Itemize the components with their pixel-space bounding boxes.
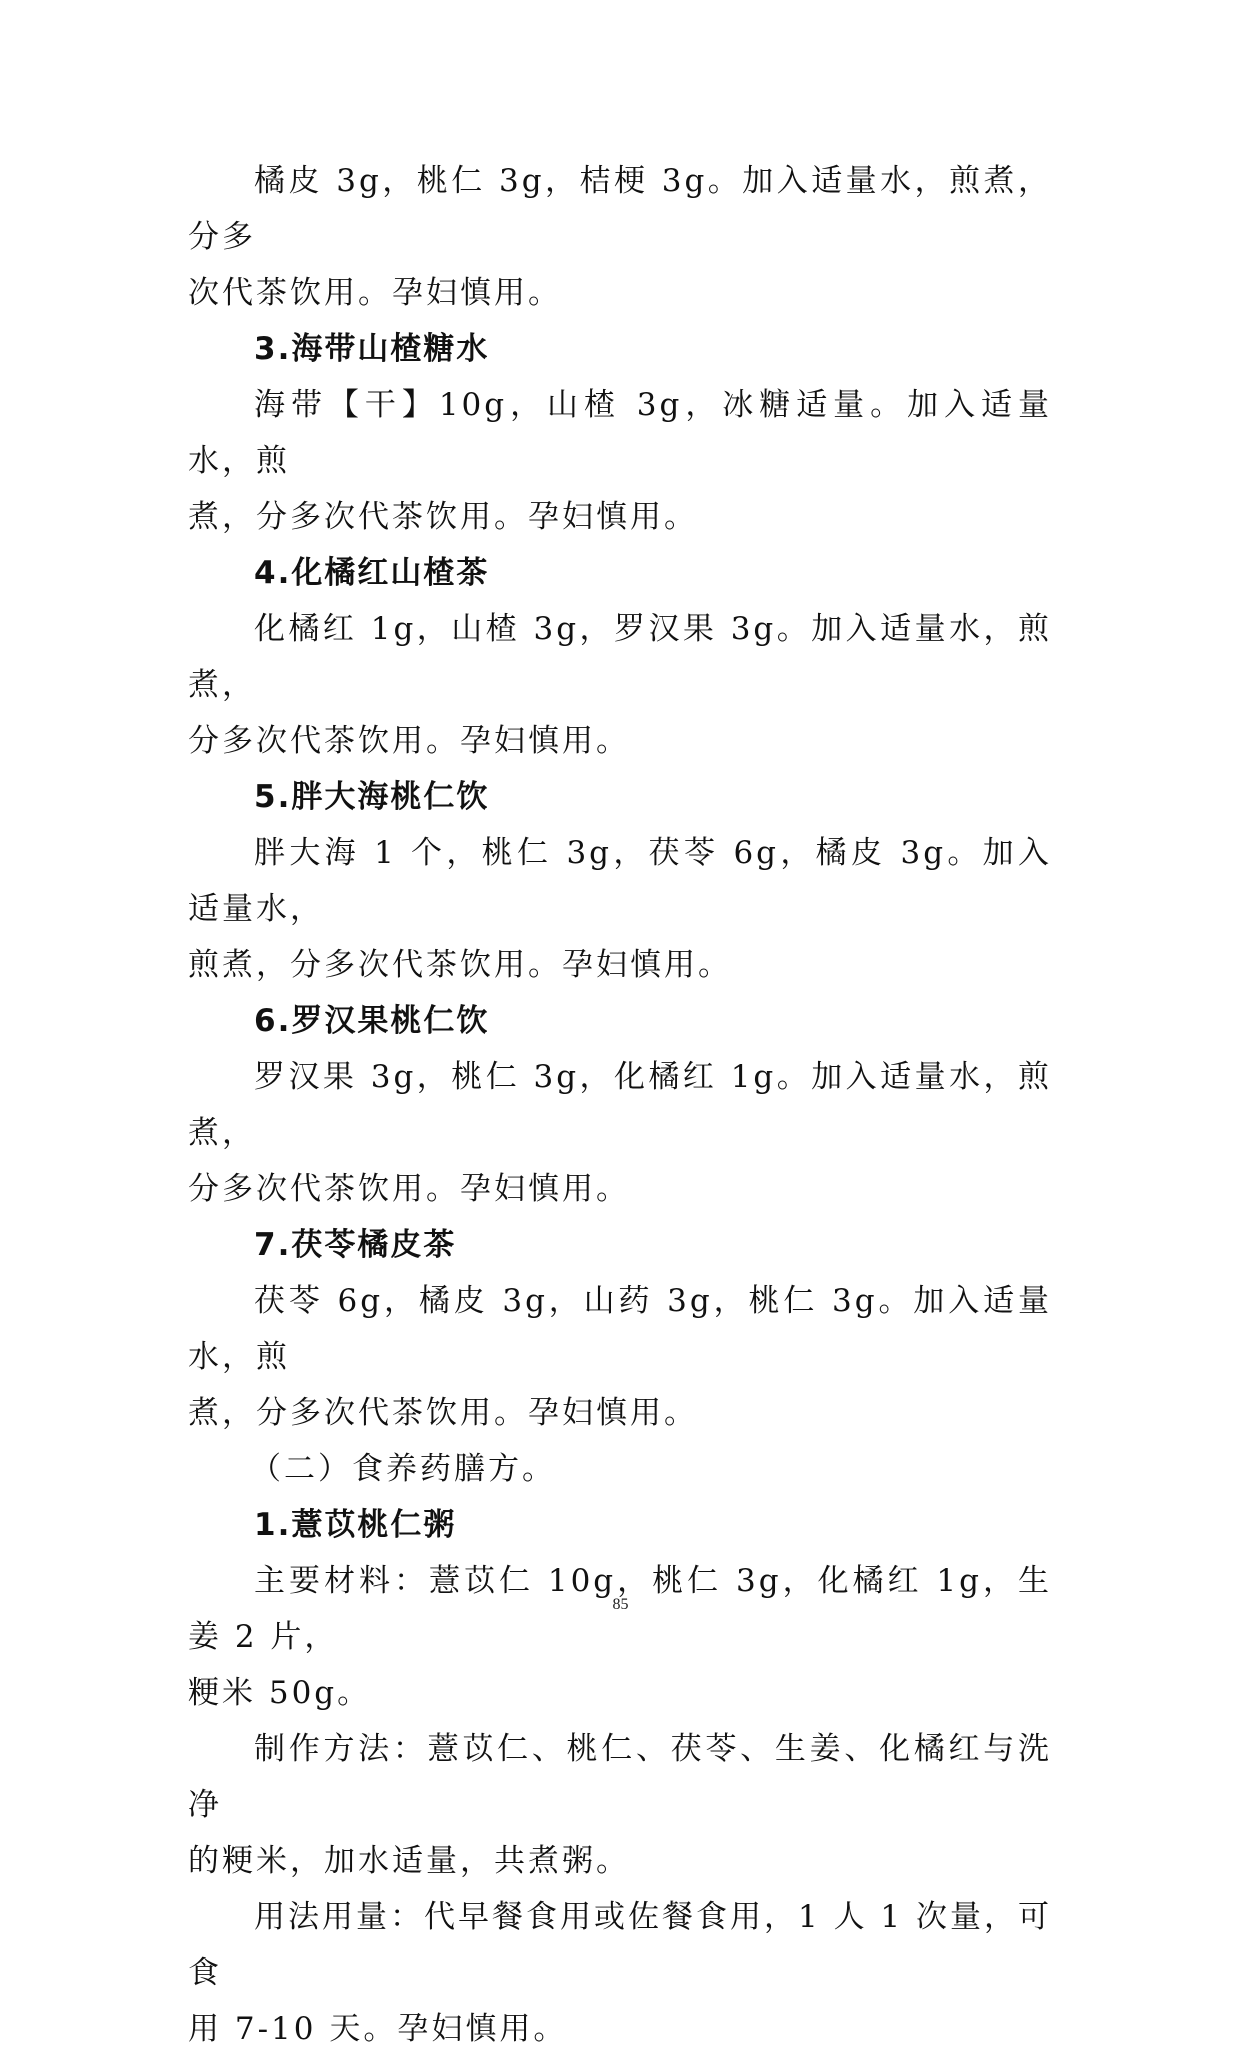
paragraph (188, 377, 1052, 545)
section-heading: （二）食养药膳方。 (250, 1451, 556, 1487)
paragraph-line: 主要材料：薏苡仁 10g，桃仁 3g，化橘红 1g，生姜 2 片， (188, 1563, 1052, 1655)
paragraph-line: 煮，分多次代茶饮用。孕妇慎用。 (188, 499, 698, 535)
paragraph-line: 橘皮 3g，桃仁 3g，桔梗 3g。加入适量水，煎煮，分多 (188, 163, 1052, 255)
page-number: 85 (612, 1596, 629, 1613)
paragraph-line: 次代茶饮用。孕妇慎用。 (188, 275, 562, 311)
paragraph-line: 制作方法：薏苡仁、桃仁、茯苓、生姜、化橘红与洗净 (188, 1731, 1052, 1823)
paragraph-line: 化橘红 1g，山楂 3g，罗汉果 3g。加入适量水，煎煮， (188, 611, 1052, 703)
recipe-heading: 4.化橘红山楂茶 (254, 555, 490, 591)
paragraph-line: 的粳米，加水适量，共煮粥。 (188, 1843, 630, 1879)
paragraph-line: 分多次代茶饮用。孕妇慎用。 (188, 723, 630, 759)
recipe-heading: 1.薏苡桃仁粥 (254, 1507, 457, 1543)
paragraph-line: 用法用量：代早餐食用或佐餐食用，1 人 1 次量，可食 (188, 1899, 1053, 1991)
paragraph-line: 罗汉果 3g，桃仁 3g，化橘红 1g。加入适量水，煎煮， (188, 1059, 1052, 1151)
paragraph (188, 1553, 1052, 1721)
recipe-heading: 7.茯苓橘皮茶 (254, 1227, 457, 1263)
paragraph (188, 825, 1052, 993)
paragraph-line: 分多次代茶饮用。孕妇慎用。 (188, 1171, 630, 1207)
paragraph-line: 粳米 50g。 (188, 1675, 372, 1711)
paragraph-line: 海带【干】10g，山楂 3g，冰糖适量。加入适量水，煎 (188, 387, 1052, 479)
paragraph (188, 1721, 1052, 1889)
paragraph (188, 1273, 1052, 1441)
paragraph (188, 601, 1052, 769)
paragraph-line: 茯苓 6g，橘皮 3g，山药 3g，桃仁 3g。加入适量水，煎 (188, 1283, 1052, 1375)
paragraph (188, 1889, 1052, 2057)
paragraph (188, 153, 1052, 321)
recipe-heading: 6.罗汉果桃仁饮 (254, 1003, 490, 1039)
paragraph-line: 煎煮，分多次代茶饮用。孕妇慎用。 (188, 947, 732, 983)
paragraph-line: 胖大海 1 个，桃仁 3g，茯苓 6g，橘皮 3g。加入适量水， (188, 835, 1052, 927)
paragraph-line: 用 7-10 天。孕妇慎用。 (188, 2011, 568, 2047)
paragraph (188, 1049, 1052, 1217)
recipe-heading: 5.胖大海桃仁饮 (254, 779, 490, 815)
recipe-heading: 3.海带山楂糖水 (254, 331, 490, 367)
paragraph-line: 煮，分多次代茶饮用。孕妇慎用。 (188, 1395, 698, 1431)
document-body (188, 153, 1052, 2057)
